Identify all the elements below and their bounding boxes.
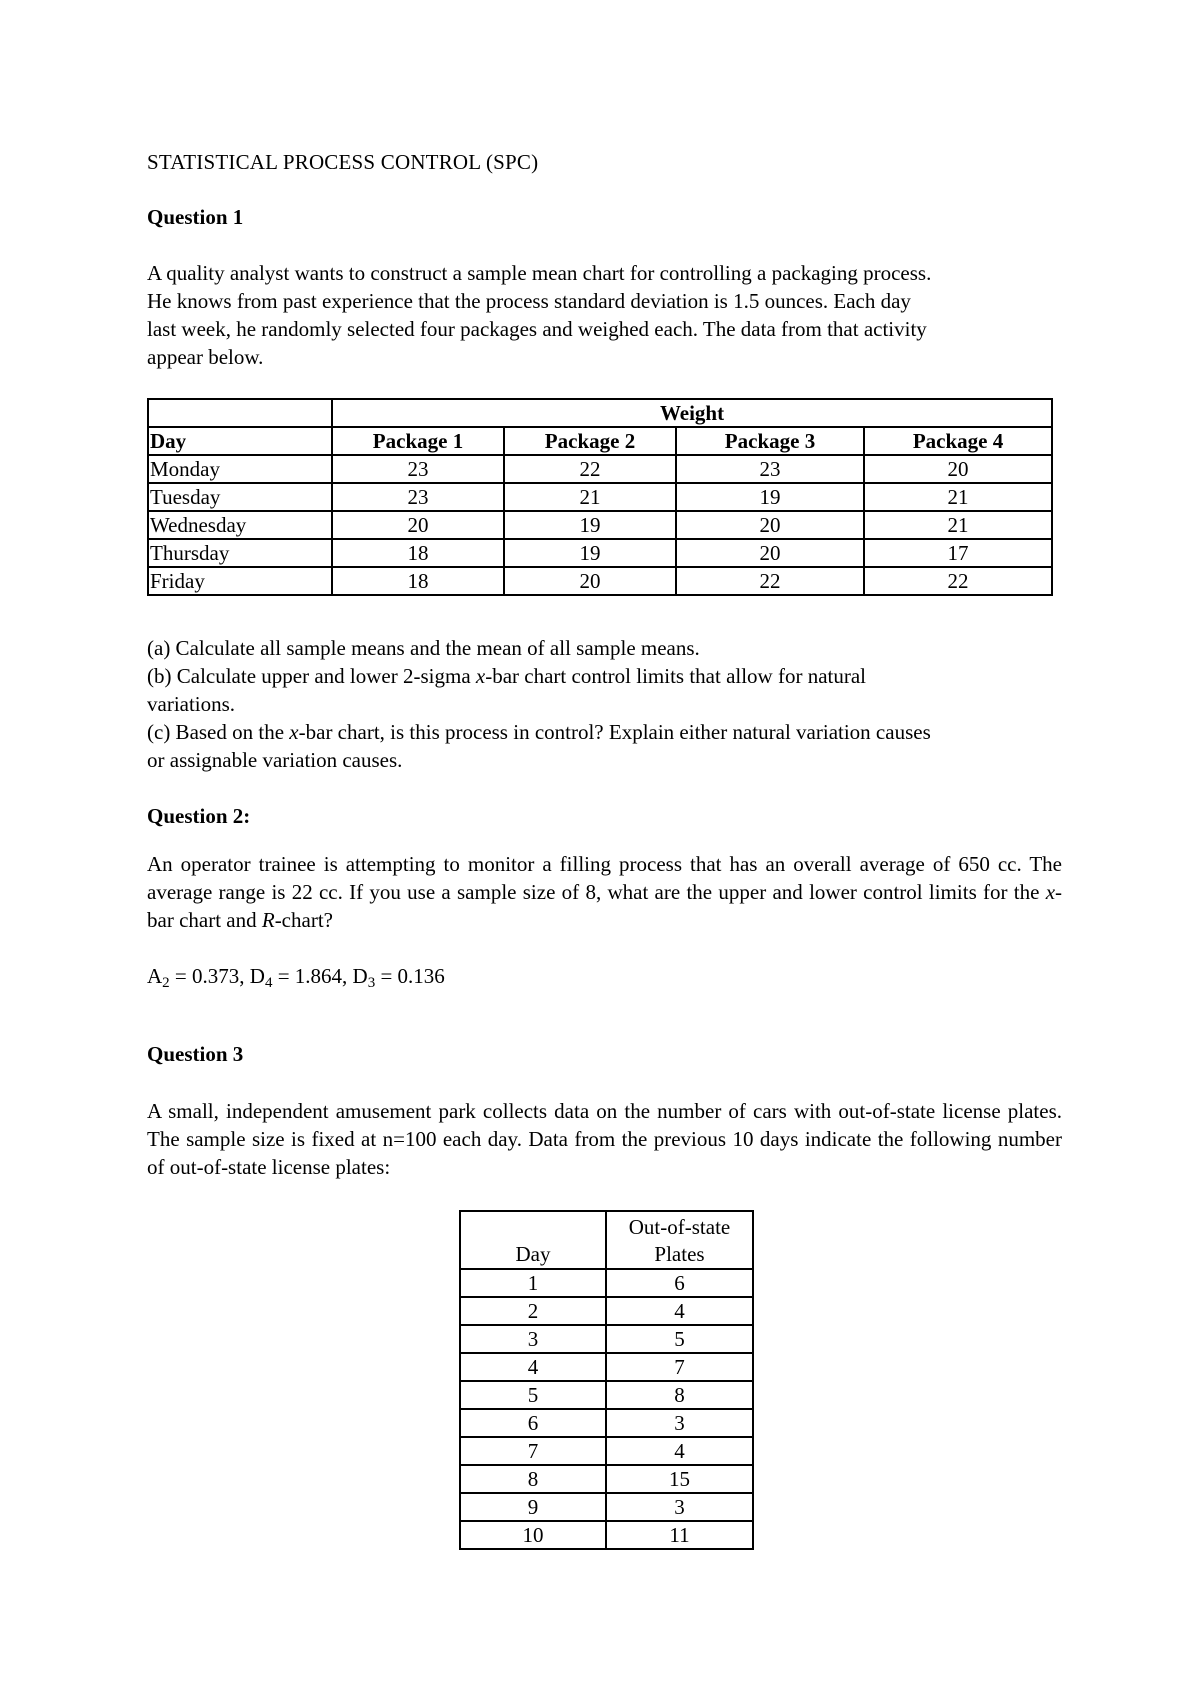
- q1-intro-line: last week, he randomly selected four packages and weighed each. The data from that activity: [147, 317, 927, 341]
- plates-cell: 15: [606, 1465, 753, 1493]
- constant-value: = 0.136: [375, 964, 445, 988]
- weight-cell: 20: [332, 511, 504, 539]
- column-header: Package 2: [504, 427, 676, 455]
- column-header: Day: [148, 427, 332, 455]
- weight-cell: 20: [864, 455, 1052, 483]
- table-row: [460, 1521, 753, 1549]
- constant-letter: D: [249, 964, 265, 988]
- day-cell: Thursday: [148, 539, 332, 567]
- weight-cell: 17: [864, 539, 1052, 567]
- table-row: [148, 567, 1052, 595]
- table-row: [460, 1493, 753, 1521]
- question-1-parts: [147, 634, 1062, 774]
- column-header: Package 1: [332, 427, 504, 455]
- table-row: [460, 1409, 753, 1437]
- q2-line: lower control limits for the: [809, 880, 1046, 904]
- question-2-text: [147, 850, 1062, 934]
- part-b-variable: x: [475, 664, 486, 688]
- table-header-row: [148, 399, 1052, 427]
- plates-cell: 11: [606, 1521, 753, 1549]
- column-header: Package 4: [864, 427, 1052, 455]
- day-cell: 4: [460, 1353, 606, 1381]
- weight-cell: 22: [864, 567, 1052, 595]
- weight-cell: 20: [676, 539, 864, 567]
- part-c: [147, 718, 1062, 746]
- day-cell: 2: [460, 1297, 606, 1325]
- day-cell: 5: [460, 1381, 606, 1409]
- weight-cell: 23: [332, 483, 504, 511]
- q3-line: A small, independent amusement park collects data on the number of cars with out-of-state: [147, 1099, 936, 1123]
- header-line: Plates: [654, 1242, 705, 1266]
- day-cell: 7: [460, 1437, 606, 1465]
- weight-cell: 19: [504, 539, 676, 567]
- q2-line: -chart?: [274, 908, 333, 932]
- package-weight-table: [147, 398, 1053, 596]
- weight-cell: 23: [332, 455, 504, 483]
- table-header-row: [148, 427, 1052, 455]
- table-header-row: [460, 1211, 753, 1269]
- table-row: [460, 1325, 753, 1353]
- constant-subscript: 3: [367, 975, 376, 991]
- constant-value: = 0.373,: [169, 964, 250, 988]
- q1-intro-line: appear below.: [147, 345, 264, 369]
- constant-value: = 1.864,: [272, 964, 353, 988]
- license-plates-table: [459, 1210, 754, 1550]
- q2-line: An operator trainee is attempting to monitor a filling process that has an overall average of: [147, 852, 951, 876]
- constant-letter: D: [352, 964, 368, 988]
- part-b-continuation: variations.: [147, 692, 236, 716]
- part-b-text: -bar chart control limits that allow for natural: [485, 664, 867, 688]
- column-header: Package 3: [676, 427, 864, 455]
- plates-cell: 7: [606, 1353, 753, 1381]
- weight-cell: 19: [676, 483, 864, 511]
- question-3-heading: Question 3: [147, 1042, 244, 1066]
- day-cell: 8: [460, 1465, 606, 1493]
- question-1-intro: [147, 259, 1062, 371]
- table-row: [460, 1437, 753, 1465]
- weight-cell: 18: [332, 539, 504, 567]
- table-row: [460, 1297, 753, 1325]
- plates-cell: 4: [606, 1297, 753, 1325]
- question-1-heading: Question 1: [147, 205, 244, 229]
- day-cell: Wednesday: [148, 511, 332, 539]
- plates-cell: 5: [606, 1325, 753, 1353]
- part-c-text: -bar chart, is this process in control? Explain either natural variation causes: [298, 720, 931, 744]
- constant-letter: A: [147, 964, 163, 988]
- plates-cell: 4: [606, 1437, 753, 1465]
- day-cell: 3: [460, 1325, 606, 1353]
- day-cell: 10: [460, 1521, 606, 1549]
- weight-cell: 23: [676, 455, 864, 483]
- weight-group-header: Weight: [332, 399, 1052, 427]
- weight-cell: 18: [332, 567, 504, 595]
- q2-line: 650 cc. The average range is 22 cc. If you use a sample size of 8, what are the upper and: [147, 852, 1062, 904]
- empty-header-cell: [148, 399, 332, 427]
- table-row: [460, 1353, 753, 1381]
- plates-cell: 3: [606, 1493, 753, 1521]
- q2-line: -bar chart and: [147, 880, 1063, 932]
- document-title: STATISTICAL PROCESS CONTROL (SPC): [147, 150, 539, 174]
- weight-cell: 22: [504, 455, 676, 483]
- column-header-day: Day: [460, 1211, 606, 1269]
- part-b: [147, 662, 1062, 690]
- plates-cell: 8: [606, 1381, 753, 1409]
- header-line: Out-of-state: [628, 1215, 731, 1239]
- weight-cell: 21: [864, 511, 1052, 539]
- table-row: [148, 539, 1052, 567]
- table-row: [148, 511, 1052, 539]
- q1-intro-line: He knows from past experience that the process standard deviation is 1.5 ounces. Each day: [147, 289, 911, 313]
- weight-cell: 21: [864, 483, 1052, 511]
- part-c-continuation: or assignable variation causes.: [147, 748, 403, 772]
- weight-cell: 20: [504, 567, 676, 595]
- plates-cell: 6: [606, 1269, 753, 1297]
- q3-line: indicate the following number of out-of-state license plates:: [147, 1127, 1062, 1179]
- weight-cell: 22: [676, 567, 864, 595]
- part-c-variable: x: [289, 720, 299, 744]
- day-cell: 9: [460, 1493, 606, 1521]
- part-b-text: (b) Calculate upper and lower 2-sigma: [147, 664, 476, 688]
- day-cell: Monday: [148, 455, 332, 483]
- day-cell: Tuesday: [148, 483, 332, 511]
- day-cell: 6: [460, 1409, 606, 1437]
- table-row: [460, 1381, 753, 1409]
- part-a: (a) Calculate all sample means and the mean of all sample means.: [147, 636, 700, 660]
- table-row: [460, 1269, 753, 1297]
- plates-cell: 3: [606, 1409, 753, 1437]
- day-cell: Friday: [148, 567, 332, 595]
- constant-subscript: 2: [162, 975, 170, 991]
- q2-variable-x: x: [1045, 880, 1056, 904]
- question-3-text: [147, 1097, 1062, 1181]
- day-cell: 1: [460, 1269, 606, 1297]
- control-chart-constants: [147, 962, 1062, 997]
- weight-cell: 19: [504, 511, 676, 539]
- constant-subscript: 4: [264, 975, 273, 991]
- q2-variable-r: R: [261, 908, 275, 932]
- weight-cell: 21: [504, 483, 676, 511]
- table-row: [148, 455, 1052, 483]
- weight-cell: 20: [676, 511, 864, 539]
- q1-intro-line: A quality analyst wants to construct a sample mean chart for controlling a packaging process.: [147, 261, 932, 285]
- q3-line: license plates. The sample size is fixed at n=100 each day. Data from the previous 10 days: [147, 1099, 1062, 1151]
- question-2-heading: Question 2:: [147, 804, 251, 828]
- part-c-text: (c) Based on the: [147, 720, 290, 744]
- column-header-plates: [606, 1211, 753, 1269]
- table-row: [460, 1465, 753, 1493]
- table-row: [148, 483, 1052, 511]
